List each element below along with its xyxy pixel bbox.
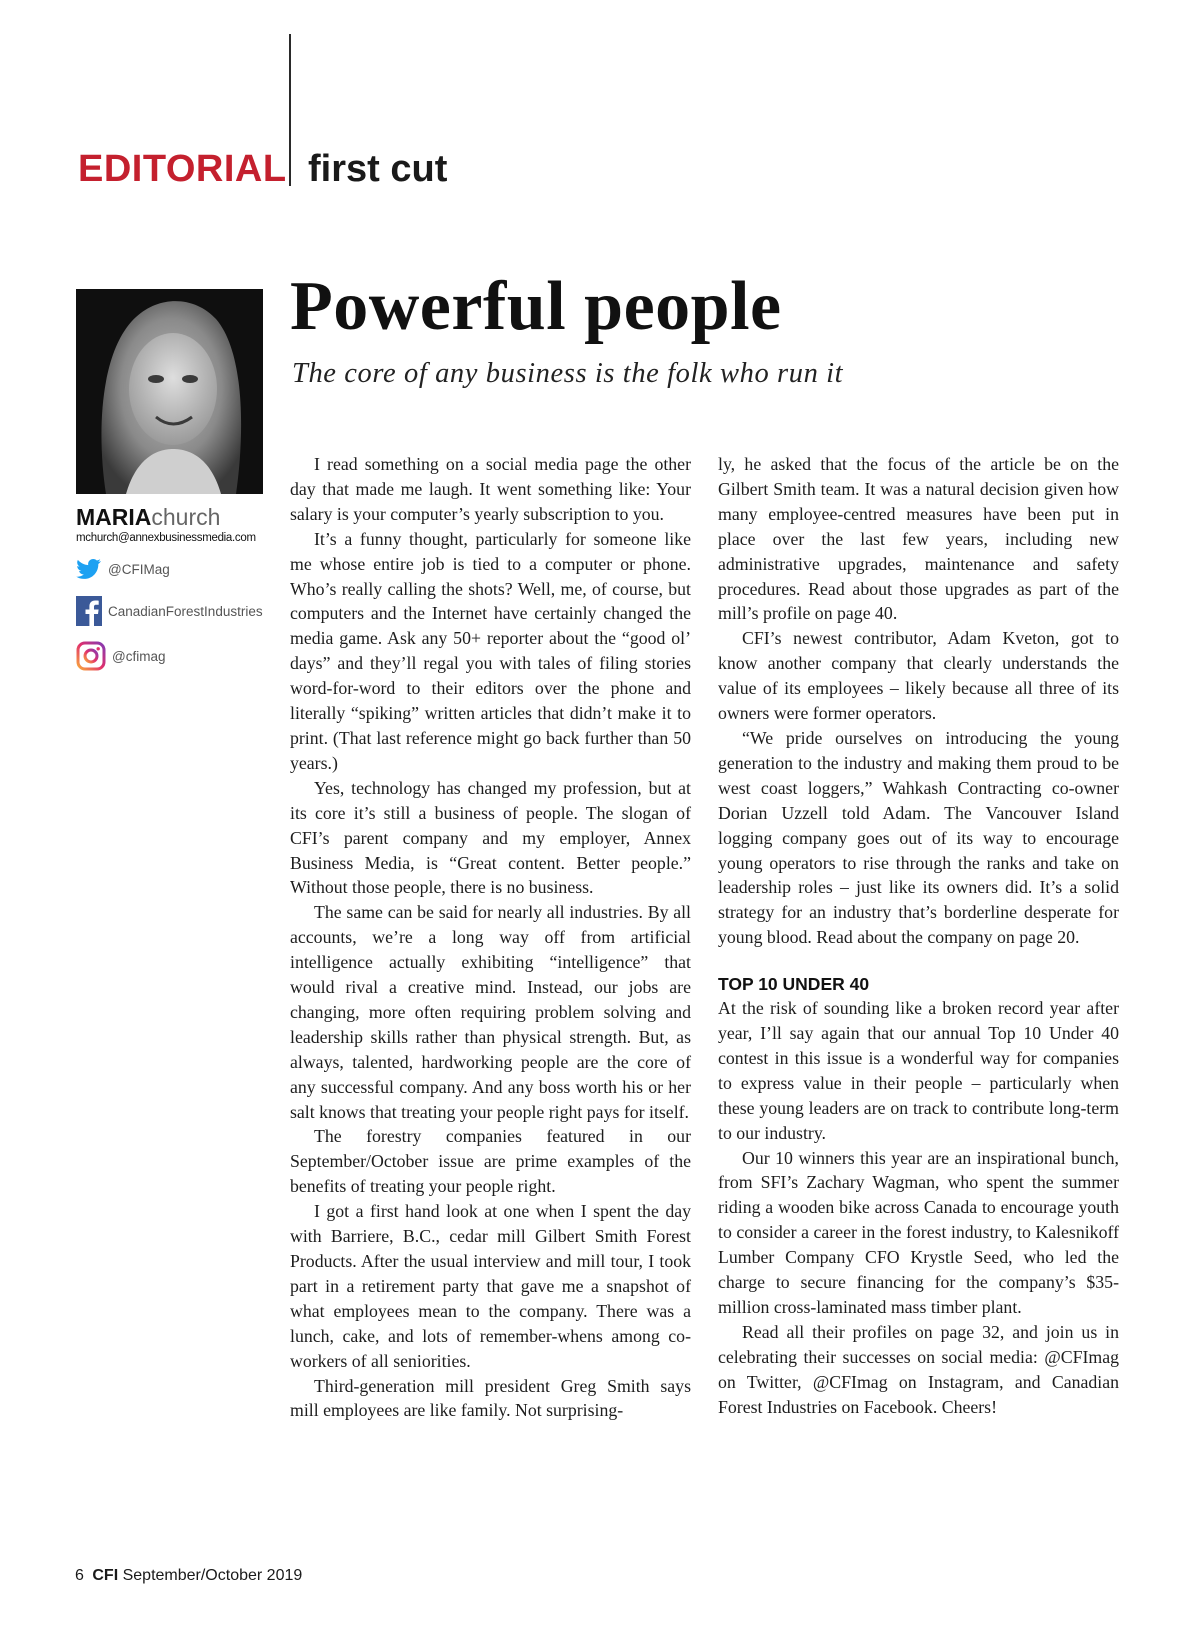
section-label: EDITORIAL: [78, 148, 287, 190]
article-column-2: [718, 452, 1119, 1420]
body-paragraph: “We pride ourselves on introducing the young generation to the industry and making them proud to be west coast loggers,” Wahkash Contracting co-owner Dorian Uzzell told Adam. The Vancouver Island logging company goes out of its way to encourage young operators to rise through the ranks and take on leadership roles – just like its owners did. It’s a solid strategy for an industry that’s borderline desperate for young blood. Read about the company on page 20.: [718, 727, 1119, 948]
author-name: [76, 504, 220, 531]
twitter-handle[interactable]: [76, 558, 170, 580]
body-paragraph: The same can be said for nearly all industries. By all accounts, we’re a long way off from artificial intelligence actually exhibiting “intelligence” that would rival a creative mind. Instead, our jobs are changing, more often requiring problem solving and leadership skills rather than physical strength. But, as always, talented, hardworking people are the core of any successful company. And any boss worth his or her salt knows that treating your people right pays for itself.: [290, 902, 691, 1122]
facebook-label: CanadianForestIndustries: [108, 603, 263, 619]
author-last-name: church: [151, 504, 221, 530]
facebook-handle[interactable]: [76, 596, 263, 626]
facebook-icon: [76, 596, 102, 626]
body-paragraph: ly, he asked that the focus of the article be on the Gilbert Smith team. It was a natural decision given how many employee-centred measures have been put in place over the last few years, including new administrative upgrades, maintenance and safety procedures. Read about those upgrades as part of the mill’s profile on page 40.: [718, 454, 1119, 624]
twitter-icon: [76, 558, 102, 580]
section-divider: [289, 34, 291, 186]
page-number: 6: [75, 1567, 84, 1584]
body-paragraph: Third-generation mill president Greg Smith says mill employees are like family. Not surprising-: [290, 1375, 691, 1421]
author-first-name: MARIA: [76, 504, 152, 530]
article-title: Powerful people: [290, 268, 782, 345]
author-portrait-image: [76, 289, 263, 494]
issue-date: September/October 2019: [122, 1567, 303, 1584]
body-paragraph: At the risk of sounding like a broken record year after year, I’ll say again that our annual Top 10 Under 40 contest in this issue is a wonderful way for companies to express value in their people – particularly when these young leaders are on track to contribute long-term to our industry.: [718, 998, 1119, 1143]
body-paragraph: CFI’s newest contributor, Adam Kveton, got to know another company that clearly understands the value of its employees – likely because all three of its owners were former operators.: [718, 628, 1119, 724]
author-email[interactable]: mchurch@annexbusinessmedia.com: [76, 532, 256, 544]
body-paragraph: Our 10 winners this year are an inspirational bunch, from SFI’s Zachary Wagman, who spent the summer riding a wooden bike across Canada to encourage youth to consider a career in the forest industry, to Kalesnikoff Lumber Company CFO Krystle Seed, who led the charge to secure financing for the company’s $35-million cross-laminated mass timber plant.: [718, 1147, 1119, 1317]
body-paragraph: Read all their profiles on page 32, and join us in celebrating their successes on social media: @CFImag on Twitter, @CFImag on Instagram, and Canadian Forest Industries on Facebook. Cheers!: [718, 1321, 1119, 1417]
body-paragraph: Yes, technology has changed my profession, but at its core it’s still a business of people. The slogan of CFI’s parent company and my employer, Annex Business Media, is “Great content. Better people.” Without those people, there is no business.: [290, 777, 691, 898]
magazine-name: CFI: [92, 1567, 119, 1584]
body-paragraph: I got a first hand look at one when I spent the day with Barriere, B.C., cedar mill Gilbert Smith Forest Products. After the usual interview and mill tour, I took part in a retirement party that gave me a snapshot of what employees mean to the company. There was a lunch, cake, and lots of remember-whens among co-workers of all seniorities.: [290, 1201, 691, 1371]
body-paragraph: It’s a funny thought, particularly for someone like me whose entire job is tied to a computer or phone. Who’s really calling the shots? Well, me, of course, but computers and the Internet have certainly changed the media game. Ask any 50+ reporter about the “good ol’ days” and they’ll regal you with tales of filing stories word-for-word to their editors over the phone and literally “spiking” written articles that didn’t make it to print. (That last reference might go back further than 50 years.): [290, 528, 691, 773]
body-paragraph: I read something on a social media page the other day that made me laugh. It went something like: Your salary is your computer’s yearly subscription to you.: [290, 454, 691, 524]
article-subtitle: The core of any business is the folk who run it: [292, 358, 844, 389]
twitter-label: @CFIMag: [108, 561, 170, 577]
page-footer: [75, 1567, 302, 1585]
instagram-icon: [76, 641, 106, 671]
instagram-label: @cfimag: [112, 648, 166, 664]
column-name: first cut: [308, 148, 448, 190]
article-column-1: [290, 452, 691, 1423]
body-paragraph: The forestry companies featured in our September/October issue are prime examples of the benefits of treating your people right.: [290, 1126, 691, 1197]
section-heading: TOP 10 UNDER 40: [718, 974, 870, 995]
instagram-handle[interactable]: [76, 641, 165, 671]
author-photo: [76, 289, 263, 494]
